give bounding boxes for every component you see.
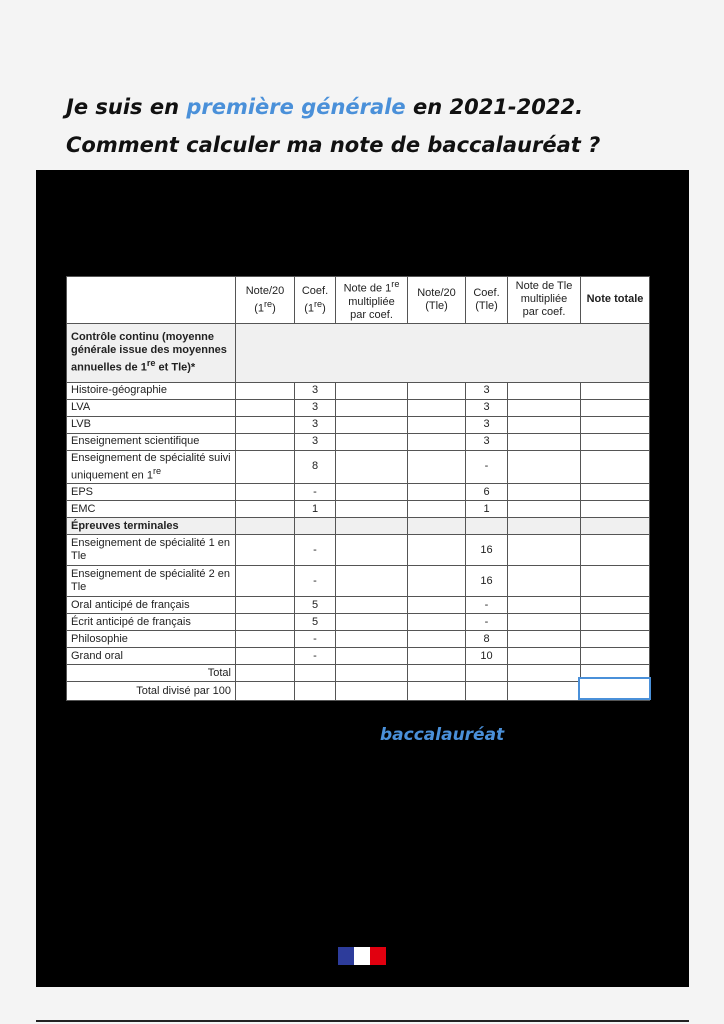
coef-1re-cell: - <box>295 648 336 665</box>
coef-1re-cell: 5 <box>295 597 336 614</box>
table-row <box>67 484 650 501</box>
note-mult-1re-cell[interactable] <box>336 648 408 665</box>
coef-tle-cell: 3 <box>466 433 508 450</box>
table-row <box>67 566 650 597</box>
note-tle-cell[interactable] <box>408 597 466 614</box>
section-controle-continu <box>67 323 650 382</box>
coef-1re-cell: 3 <box>295 399 336 416</box>
section-et-label: Épreuves terminales <box>67 518 236 535</box>
row-label: Enseignement de spécialité 1 en Tle <box>67 535 236 566</box>
header-coef-tle: Coef. (Tle) <box>466 277 508 324</box>
total-label: Total <box>67 665 236 682</box>
coef-tle-cell: - <box>466 614 508 631</box>
note-mult-tle-cell[interactable] <box>508 566 581 597</box>
note-mult-tle-cell[interactable] <box>508 597 581 614</box>
table-row <box>67 416 650 433</box>
title-line2: Comment calculer ma note de baccalauréat ? <box>66 133 601 157</box>
row-label: Écrit anticipé de français <box>67 614 236 631</box>
row-label: LVA <box>67 399 236 416</box>
note-tle-cell[interactable] <box>408 535 466 566</box>
note-mult-tle-cell[interactable] <box>508 399 581 416</box>
note-totale-cell[interactable] <box>581 597 650 614</box>
coef-tle-cell: 8 <box>466 631 508 648</box>
note-totale-cell[interactable] <box>581 614 650 631</box>
note-totale-cell[interactable] <box>581 501 650 518</box>
page-title <box>66 88 706 164</box>
coef-tle-cell: 6 <box>466 484 508 501</box>
coef-1re-cell: 1 <box>295 501 336 518</box>
note-mult-1re-cell[interactable] <box>336 535 408 566</box>
note-tle-cell[interactable] <box>408 416 466 433</box>
note-1re-cell[interactable] <box>236 399 295 416</box>
note-1re-cell[interactable] <box>236 631 295 648</box>
note-mult-1re-cell[interactable] <box>336 614 408 631</box>
table-row <box>67 450 650 484</box>
note-totale-cell[interactable] <box>581 382 650 399</box>
table-row <box>67 648 650 665</box>
coef-tle-cell: - <box>466 450 508 484</box>
coef-1re-cell: 3 <box>295 416 336 433</box>
coef-tle-cell: 3 <box>466 399 508 416</box>
coef-tle-cell: 3 <box>466 416 508 433</box>
note-mult-1re-cell[interactable] <box>336 597 408 614</box>
table-row <box>67 535 650 566</box>
coef-tle-cell: - <box>466 597 508 614</box>
note-mult-tle-cell[interactable] <box>508 382 581 399</box>
bottom-rule <box>36 1020 689 1022</box>
note-mult-tle-cell[interactable] <box>508 614 581 631</box>
grade-table <box>66 276 650 701</box>
note-1re-cell[interactable] <box>236 416 295 433</box>
note-mult-tle-cell[interactable] <box>508 416 581 433</box>
note-mult-1re-cell[interactable] <box>336 416 408 433</box>
note-mult-1re-cell[interactable] <box>336 631 408 648</box>
note-mult-1re-cell[interactable] <box>336 382 408 399</box>
note-tle-cell[interactable] <box>408 501 466 518</box>
note-mult-1re-cell[interactable] <box>336 450 408 484</box>
note-totale-cell[interactable] <box>581 433 650 450</box>
note-tle-cell[interactable] <box>408 433 466 450</box>
note-tle-cell[interactable] <box>408 648 466 665</box>
header-blank <box>67 277 236 324</box>
table-row <box>67 501 650 518</box>
total-row <box>67 665 650 682</box>
rows-controle-continu <box>67 382 650 518</box>
coef-tle-cell: 16 <box>466 566 508 597</box>
note-totale-cell[interactable] <box>581 535 650 566</box>
coef-1re-cell: 8 <box>295 450 336 484</box>
table-row <box>67 382 650 399</box>
table-row <box>67 614 650 631</box>
french-flag-logo <box>338 947 386 965</box>
table-row <box>67 597 650 614</box>
note-tle-cell[interactable] <box>408 450 466 484</box>
row-label: Oral anticipé de français <box>67 597 236 614</box>
coef-1re-cell: - <box>295 631 336 648</box>
note-1re-cell[interactable] <box>236 382 295 399</box>
total-divided-label: Total divisé par 100 <box>67 682 236 701</box>
note-tle-cell[interactable] <box>408 631 466 648</box>
note-1re-cell[interactable] <box>236 484 295 501</box>
note-1re-cell[interactable] <box>236 597 295 614</box>
header-note-tle: Note/20 (Tle) <box>408 277 466 324</box>
note-tle-cell[interactable] <box>408 614 466 631</box>
note-mult-1re-cell[interactable] <box>336 399 408 416</box>
coef-tle-cell: 10 <box>466 648 508 665</box>
baccalaureat-word: baccalauréat <box>380 725 505 745</box>
note-mult-tle-cell[interactable] <box>508 433 581 450</box>
header-note-mult-tle: Note de Tle multipliée par coef. <box>508 277 581 324</box>
note-totale-cell[interactable] <box>581 631 650 648</box>
note-mult-tle-cell[interactable] <box>508 535 581 566</box>
note-1re-cell[interactable] <box>236 535 295 566</box>
note-1re-cell[interactable] <box>236 648 295 665</box>
note-totale-cell[interactable] <box>581 566 650 597</box>
row-label: Philosophie <box>67 631 236 648</box>
header-note-totale: Note totale <box>581 277 650 324</box>
coef-tle-cell: 1 <box>466 501 508 518</box>
note-tle-cell[interactable] <box>408 484 466 501</box>
note-totale-cell[interactable] <box>581 399 650 416</box>
note-totale-cell[interactable] <box>581 648 650 665</box>
header-coef-1re: Coef. (1re) <box>295 277 336 324</box>
note-1re-cell[interactable] <box>236 614 295 631</box>
note-mult-tle-cell[interactable] <box>508 631 581 648</box>
note-tle-cell[interactable] <box>408 566 466 597</box>
coef-1re-cell: - <box>295 535 336 566</box>
note-tle-cell[interactable] <box>408 382 466 399</box>
row-label: Grand oral <box>67 648 236 665</box>
note-1re-cell[interactable] <box>236 433 295 450</box>
note-1re-cell[interactable] <box>236 566 295 597</box>
note-totale-cell[interactable] <box>581 416 650 433</box>
note-totale-cell[interactable] <box>581 484 650 501</box>
rows-epreuves-terminales <box>67 535 650 665</box>
title-line1-start: Je suis en <box>66 95 187 119</box>
table-row <box>67 433 650 450</box>
header-row <box>67 277 650 324</box>
coef-tle-cell: 3 <box>466 382 508 399</box>
section-cc-fill <box>236 323 650 382</box>
total-divided-row <box>67 682 650 701</box>
header-note-mult-1re: Note de 1re multipliée par coef. <box>336 277 408 324</box>
note-mult-1re-cell[interactable] <box>336 433 408 450</box>
note-totale-cell[interactable] <box>581 450 650 484</box>
coef-1re-cell: - <box>295 484 336 501</box>
row-label: EMC <box>67 501 236 518</box>
row-label: LVB <box>67 416 236 433</box>
note-mult-1re-cell[interactable] <box>336 566 408 597</box>
note-mult-tle-cell[interactable] <box>508 648 581 665</box>
coef-1re-cell: 3 <box>295 433 336 450</box>
note-mult-tle-cell[interactable] <box>508 450 581 484</box>
row-label: Histoire-géographie <box>67 382 236 399</box>
coef-1re-cell: 3 <box>295 382 336 399</box>
note-tle-cell[interactable] <box>408 399 466 416</box>
row-label: Enseignement de spécialité 2 en Tle <box>67 566 236 597</box>
final-result-box[interactable] <box>578 677 651 700</box>
note-mult-tle-cell[interactable] <box>508 484 581 501</box>
table-row <box>67 631 650 648</box>
coef-1re-cell: 5 <box>295 614 336 631</box>
note-mult-1re-cell[interactable] <box>336 484 408 501</box>
note-1re-cell[interactable] <box>236 450 295 484</box>
section-cc-label: Contrôle continu (moyenne générale issue des moyennes annuelles de 1re et Tle)* <box>67 323 236 382</box>
title-highlight: première générale <box>186 95 406 119</box>
row-label: Enseignement scientifique <box>67 433 236 450</box>
note-mult-tle-cell[interactable] <box>508 501 581 518</box>
row-label: EPS <box>67 484 236 501</box>
row-label: Enseignement de spécialité suivi uniquement en 1re <box>67 450 236 484</box>
coef-tle-cell: 16 <box>466 535 508 566</box>
section-epreuves-terminales <box>67 518 650 535</box>
coef-1re-cell: - <box>295 566 336 597</box>
note-1re-cell[interactable] <box>236 501 295 518</box>
header-note-1re: Note/20 (1re) <box>236 277 295 324</box>
title-line1-end: en 2021-2022. <box>405 95 584 119</box>
table-row <box>67 399 650 416</box>
note-mult-1re-cell[interactable] <box>336 501 408 518</box>
